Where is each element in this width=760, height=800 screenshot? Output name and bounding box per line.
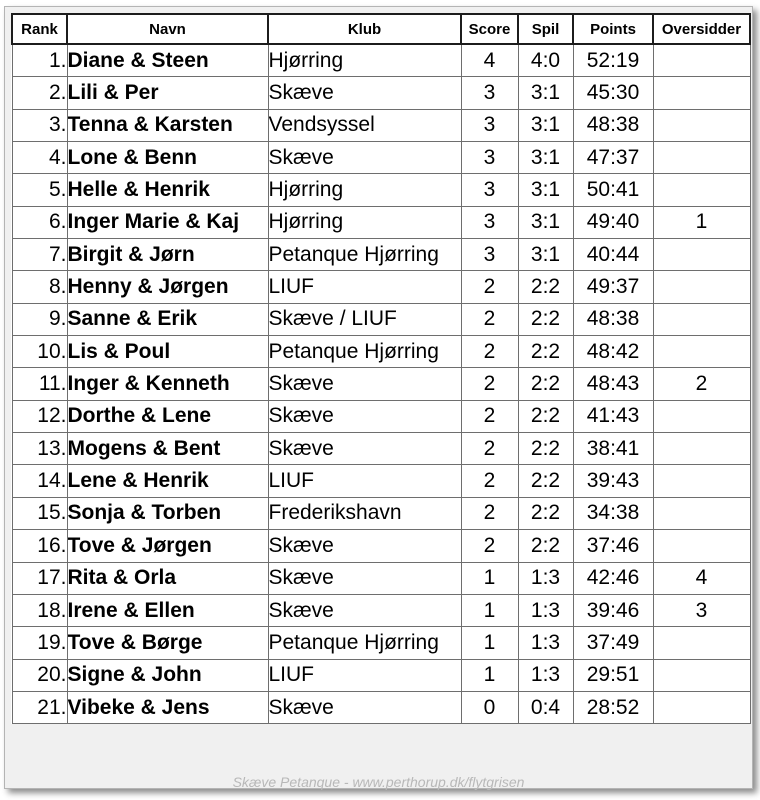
cell-spil: 3:1	[518, 77, 573, 109]
cell-points: 49:37	[573, 271, 653, 303]
cell-klub: Skæve	[268, 368, 461, 400]
cell-oversidder	[653, 271, 750, 303]
table-row	[12, 691, 750, 723]
table-row	[12, 659, 750, 691]
cell-spil: 2:2	[518, 271, 573, 303]
table-row	[12, 465, 750, 497]
col-header-spil[interactable]: Spil	[518, 14, 573, 44]
cell-rank: 18.	[12, 594, 67, 626]
cell-rank: 12.	[12, 400, 67, 432]
cell-oversidder	[653, 627, 750, 659]
cell-rank: 17.	[12, 562, 67, 594]
cell-navn: Diane & Steen	[67, 44, 268, 77]
cell-points: 37:46	[573, 530, 653, 562]
cell-navn: Mogens & Bent	[67, 433, 268, 465]
cell-points: 41:43	[573, 400, 653, 432]
cell-oversidder	[653, 465, 750, 497]
cell-oversidder	[653, 691, 750, 723]
col-header-klub[interactable]: Klub	[268, 14, 461, 44]
cell-oversidder	[653, 303, 750, 335]
cell-navn: Tenna & Karsten	[67, 109, 268, 141]
cell-klub: Skæve	[268, 142, 461, 174]
cell-navn: Signe & John	[67, 659, 268, 691]
cell-points: 39:46	[573, 594, 653, 626]
cell-points: 48:43	[573, 368, 653, 400]
table-body	[12, 44, 750, 724]
cell-points: 52:19	[573, 44, 653, 77]
cell-oversidder: 4	[653, 562, 750, 594]
cell-spil: 2:2	[518, 530, 573, 562]
cell-score: 2	[461, 530, 518, 562]
cell-navn: Lone & Benn	[67, 142, 268, 174]
cell-navn: Helle & Henrik	[67, 174, 268, 206]
cell-navn: Birgit & Jørn	[67, 239, 268, 271]
table-row	[12, 594, 750, 626]
cell-score: 2	[461, 400, 518, 432]
cell-score: 2	[461, 497, 518, 529]
table-row	[12, 109, 750, 141]
header-row	[12, 14, 750, 44]
cell-score: 4	[461, 44, 518, 77]
cell-oversidder	[653, 433, 750, 465]
cell-points: 49:40	[573, 206, 653, 238]
cell-points: 45:30	[573, 77, 653, 109]
table-row	[12, 271, 750, 303]
cell-spil: 2:2	[518, 497, 573, 529]
cell-navn: Sonja & Torben	[67, 497, 268, 529]
results-sheet	[4, 6, 753, 789]
cell-navn: Lis & Poul	[67, 336, 268, 368]
cell-points: 39:43	[573, 465, 653, 497]
table-row	[12, 142, 750, 174]
table-row	[12, 433, 750, 465]
cell-oversidder	[653, 77, 750, 109]
table-row	[12, 530, 750, 562]
cell-klub: Hjørring	[268, 206, 461, 238]
cell-score: 2	[461, 336, 518, 368]
table-row	[12, 174, 750, 206]
cell-oversidder	[653, 659, 750, 691]
cell-spil: 2:2	[518, 368, 573, 400]
footer-credit: Skæve Petanque - www.perthorup.dk/flytgrisen	[232, 774, 525, 790]
cell-rank: 3.	[12, 109, 67, 141]
cell-rank: 6.	[12, 206, 67, 238]
table-row	[12, 368, 750, 400]
cell-spil: 3:1	[518, 206, 573, 238]
cell-score: 3	[461, 142, 518, 174]
cell-score: 2	[461, 433, 518, 465]
cell-rank: 2.	[12, 77, 67, 109]
cell-klub: Hjørring	[268, 44, 461, 77]
cell-score: 2	[461, 271, 518, 303]
cell-rank: 9.	[12, 303, 67, 335]
cell-oversidder	[653, 109, 750, 141]
cell-spil: 1:3	[518, 594, 573, 626]
cell-rank: 8.	[12, 271, 67, 303]
cell-score: 2	[461, 368, 518, 400]
cell-navn: Vibeke & Jens	[67, 691, 268, 723]
cell-spil: 1:3	[518, 627, 573, 659]
cell-oversidder	[653, 174, 750, 206]
cell-klub: Petanque Hjørring	[268, 239, 461, 271]
cell-spil: 4:0	[518, 44, 573, 77]
standings-table	[11, 13, 751, 724]
cell-oversidder	[653, 530, 750, 562]
cell-rank: 4.	[12, 142, 67, 174]
cell-spil: 0:4	[518, 691, 573, 723]
cell-rank: 20.	[12, 659, 67, 691]
cell-spil: 3:1	[518, 174, 573, 206]
cell-klub: Skæve	[268, 562, 461, 594]
cell-oversidder: 3	[653, 594, 750, 626]
table-row	[12, 562, 750, 594]
cell-oversidder: 2	[653, 368, 750, 400]
cell-points: 48:42	[573, 336, 653, 368]
cell-spil: 2:2	[518, 303, 573, 335]
cell-rank: 13.	[12, 433, 67, 465]
cell-score: 3	[461, 206, 518, 238]
cell-spil: 2:2	[518, 433, 573, 465]
cell-klub: Skæve	[268, 433, 461, 465]
cell-navn: Henny & Jørgen	[67, 271, 268, 303]
cell-rank: 5.	[12, 174, 67, 206]
cell-points: 29:51	[573, 659, 653, 691]
table-row	[12, 44, 750, 77]
cell-rank: 11.	[12, 368, 67, 400]
cell-oversidder	[653, 336, 750, 368]
cell-klub: LIUF	[268, 465, 461, 497]
cell-klub: Hjørring	[268, 174, 461, 206]
cell-navn: Lene & Henrik	[67, 465, 268, 497]
cell-klub: Petanque Hjørring	[268, 627, 461, 659]
cell-navn: Sanne & Erik	[67, 303, 268, 335]
cell-score: 3	[461, 109, 518, 141]
table-row	[12, 497, 750, 529]
col-header-points[interactable]: Points	[573, 14, 653, 44]
cell-score: 2	[461, 465, 518, 497]
cell-score: 1	[461, 594, 518, 626]
cell-navn: Tove & Børge	[67, 627, 268, 659]
cell-rank: 19.	[12, 627, 67, 659]
cell-points: 42:46	[573, 562, 653, 594]
cell-navn: Lili & Per	[67, 77, 268, 109]
cell-rank: 15.	[12, 497, 67, 529]
cell-klub: Skæve	[268, 400, 461, 432]
cell-klub: LIUF	[268, 659, 461, 691]
cell-score: 1	[461, 562, 518, 594]
cell-oversidder	[653, 400, 750, 432]
table-row	[12, 400, 750, 432]
cell-klub: Skæve	[268, 77, 461, 109]
cell-klub: Skæve	[268, 594, 461, 626]
cell-spil: 2:2	[518, 465, 573, 497]
cell-oversidder	[653, 497, 750, 529]
cell-points: 48:38	[573, 303, 653, 335]
cell-navn: Inger Marie & Kaj	[67, 206, 268, 238]
table-row	[12, 206, 750, 238]
col-header-rank[interactable]: Rank	[12, 14, 67, 44]
table-row	[12, 336, 750, 368]
cell-score: 2	[461, 303, 518, 335]
cell-oversidder	[653, 239, 750, 271]
cell-points: 37:49	[573, 627, 653, 659]
cell-score: 0	[461, 691, 518, 723]
cell-spil: 2:2	[518, 336, 573, 368]
cell-oversidder	[653, 44, 750, 77]
cell-spil: 2:2	[518, 400, 573, 432]
cell-score: 1	[461, 659, 518, 691]
cell-klub: Frederikshavn	[268, 497, 461, 529]
cell-navn: Dorthe & Lene	[67, 400, 268, 432]
cell-rank: 1.	[12, 44, 67, 77]
cell-points: 48:38	[573, 109, 653, 141]
col-header-score[interactable]: Score	[461, 14, 518, 44]
cell-oversidder	[653, 142, 750, 174]
cell-navn: Tove & Jørgen	[67, 530, 268, 562]
cell-navn: Rita & Orla	[67, 562, 268, 594]
cell-points: 50:41	[573, 174, 653, 206]
cell-points: 47:37	[573, 142, 653, 174]
table-row	[12, 627, 750, 659]
cell-navn: Irene & Ellen	[67, 594, 268, 626]
cell-oversidder: 1	[653, 206, 750, 238]
cell-spil: 3:1	[518, 239, 573, 271]
cell-rank: 16.	[12, 530, 67, 562]
cell-klub: Skæve	[268, 530, 461, 562]
cell-klub: Petanque Hjørring	[268, 336, 461, 368]
cell-navn: Inger & Kenneth	[67, 368, 268, 400]
cell-klub: Skæve / LIUF	[268, 303, 461, 335]
cell-points: 40:44	[573, 239, 653, 271]
cell-klub: Vendsyssel	[268, 109, 461, 141]
table-row	[12, 303, 750, 335]
cell-rank: 14.	[12, 465, 67, 497]
cell-points: 28:52	[573, 691, 653, 723]
cell-score: 3	[461, 174, 518, 206]
cell-spil: 1:3	[518, 659, 573, 691]
cell-spil: 3:1	[518, 142, 573, 174]
cell-klub: LIUF	[268, 271, 461, 303]
cell-points: 38:41	[573, 433, 653, 465]
table-row	[12, 77, 750, 109]
cell-klub: Skæve	[268, 691, 461, 723]
cell-points: 34:38	[573, 497, 653, 529]
cell-spil: 1:3	[518, 562, 573, 594]
cell-rank: 21.	[12, 691, 67, 723]
cell-score: 3	[461, 77, 518, 109]
cell-score: 1	[461, 627, 518, 659]
cell-rank: 7.	[12, 239, 67, 271]
cell-score: 3	[461, 239, 518, 271]
col-header-navn[interactable]: Navn	[67, 14, 268, 44]
col-header-oversidder[interactable]: Oversidder	[653, 14, 750, 44]
cell-spil: 3:1	[518, 109, 573, 141]
cell-rank: 10.	[12, 336, 67, 368]
table-row	[12, 239, 750, 271]
